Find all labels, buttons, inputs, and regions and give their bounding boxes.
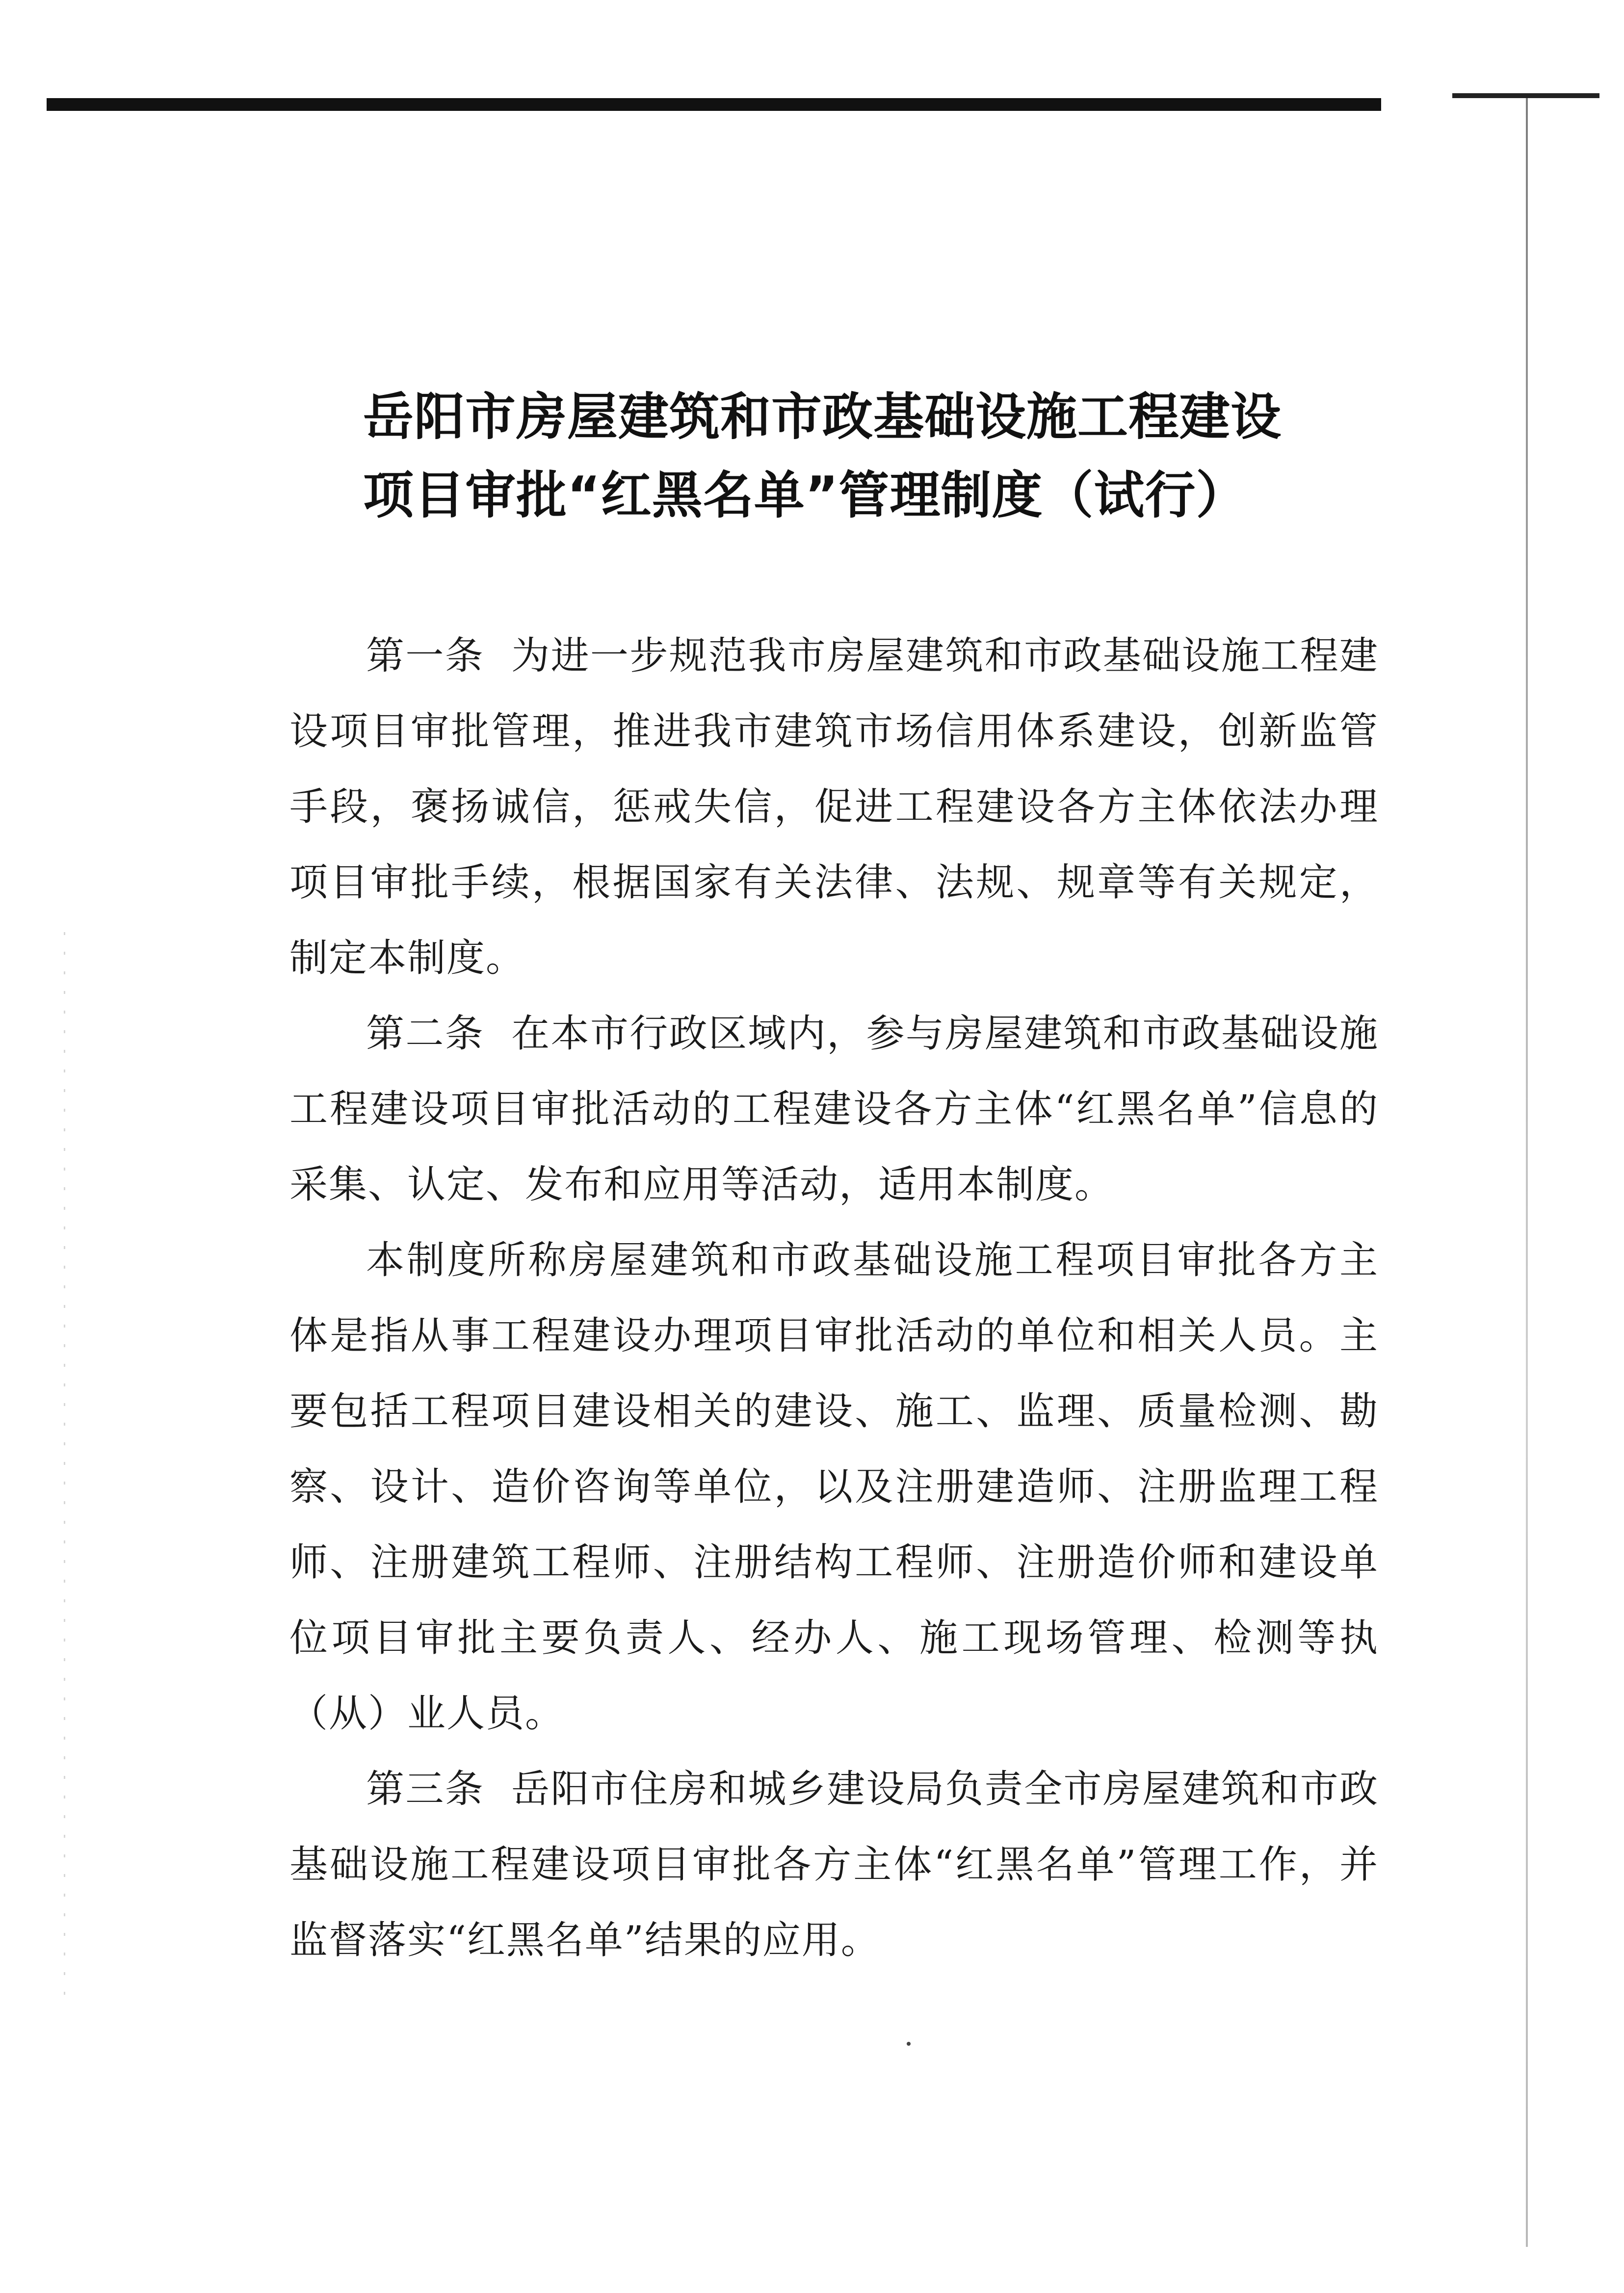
scan-speck [907,2042,911,2046]
article-3 [289,1751,1379,1978]
article-text: 为进一步规范我市房屋建筑和市政基础设施工程建设项目审批管理，推进我市建筑市场信用体系建设，创新监管手段，褒扬诚信，惩戒失信，促进工程建设各方主体依法办理项目审批手续，根据国家有关法律、法规、规章等有关规定，制定本制度。 [289,634,1379,980]
scan-left-edge [64,932,65,2011]
article-1 [289,618,1379,996]
article-label: 第一条 [366,634,485,678]
article-text: 岳阳市住房和城乡建设局负责全市房屋建筑和市政基础设施工程建设项目审批各方主体“红黑名单”管理工作，并监督落实“红黑名单”结果的应用。 [289,1767,1379,1962]
document-title [363,378,1344,535]
article-label: 第三条 [366,1767,485,1811]
article-label: 第二条 [366,1012,485,1056]
article-text: 本制度所称房屋建筑和市政基础设施工程项目审批各方主体是指从事工程建设办理项目审批活动的单位和相关人员。主要包括工程项目建设相关的建设、施工、监理、质量检测、勘察、设计、造价咨询等单位，以及注册建造师、注册监理工程师、注册建筑工程师、注册结构工程师、注册造价师和建设单位项目审批主要负责人、经办人、施工现场管理、检测等执（从）业人员。 [289,1238,1379,1736]
scan-top-border [47,98,1381,111]
article-text: 在本市行政区域内，参与房屋建筑和市政基础设施工程建设项目审批活动的工程建设各方主体“红黑名单”信息的采集、认定、发布和应用等活动，适用本制度。 [289,1012,1379,1207]
scan-right-edge [1526,98,1528,2247]
title-line-2: 项目审批“红黑名单”管理制度（试行） [363,466,1247,525]
article-2 [289,996,1379,1223]
title-line-1: 岳阳市房屋建筑和市政基础设施工程建设 [363,388,1282,446]
scan-top-border-right [1452,93,1599,98]
document-body [289,618,1379,1978]
article-2-continuation [289,1223,1379,1751]
